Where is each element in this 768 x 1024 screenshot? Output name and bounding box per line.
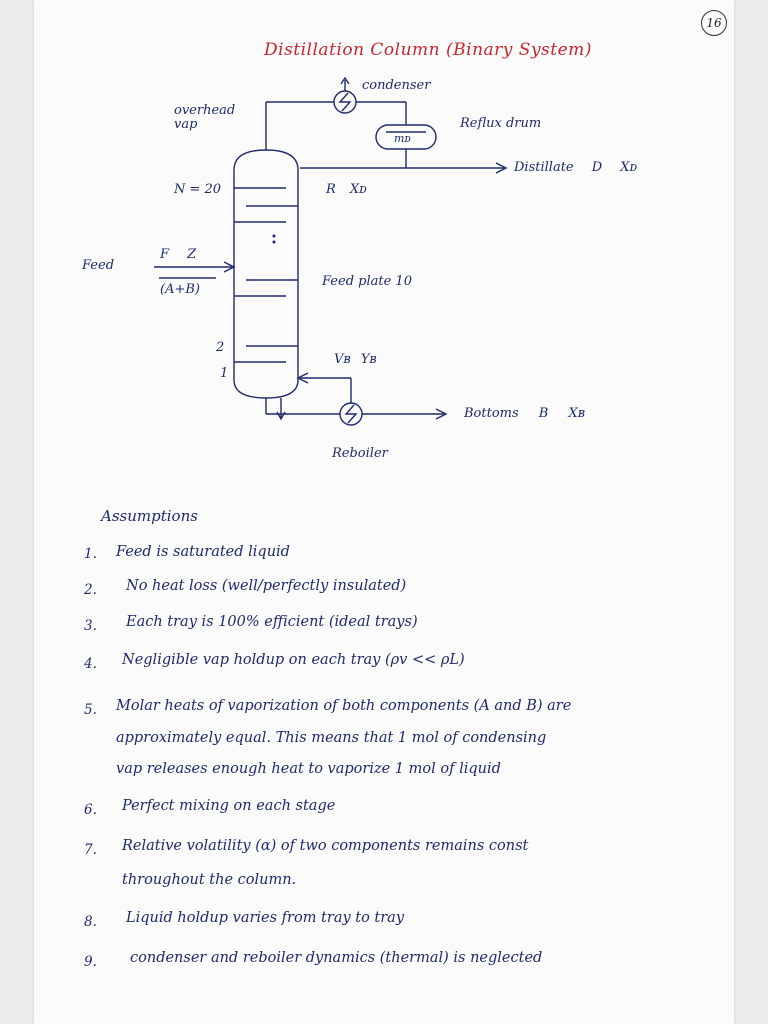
overhead-vap-label: overhead vap: [174, 103, 236, 132]
assumption-number: 1.: [84, 546, 97, 562]
feed-label: Feed: [82, 258, 115, 273]
assumption-text: Negligible vap holdup on each tray (ρv << ρL): [122, 652, 465, 668]
assumption-number: 9.: [84, 954, 97, 970]
tray-2-label: 2: [216, 340, 225, 355]
condenser-label: condenser: [362, 78, 431, 93]
notebook-page: [34, 0, 734, 1024]
assumption-text: Liquid holdup varies from tray to tray: [126, 910, 405, 926]
column-shell: [234, 150, 298, 398]
feed-plate-label: Feed plate 10: [322, 274, 412, 289]
assumption-text: approximately equal. This means that 1 mol of condensing: [116, 730, 547, 746]
assumption-number: 2.: [84, 582, 97, 598]
page-number: 16: [701, 10, 727, 36]
assumption-number: 8.: [84, 914, 97, 930]
feed-flow-label: F Z: [160, 247, 197, 262]
assumption-number: 3.: [84, 618, 97, 634]
md-label: mᴅ: [394, 132, 411, 145]
reboiler-label: Reboiler: [332, 446, 388, 461]
assumption-text: Perfect mixing on each stage: [122, 798, 336, 814]
assumption-text: Feed is saturated liquid: [116, 544, 290, 560]
bottoms-label: Bottoms B Xʙ: [464, 406, 586, 421]
assumption-text: Each tray is 100% efficient (ideal trays): [126, 614, 418, 630]
assumptions-heading: Assumptions: [101, 507, 198, 525]
boilup-label: Vʙ Yʙ: [334, 352, 377, 367]
distillate-label: Distillate D Xᴅ: [514, 160, 638, 175]
assumption-text: condenser and reboiler dynamics (thermal) is neglected: [130, 950, 543, 966]
distillation-column-diagram: [34, 0, 734, 480]
feed-components-label: (A+B): [160, 282, 200, 297]
assumption-text: No heat loss (well/perfectly insulated): [126, 578, 407, 594]
tray-1-label: 1: [220, 366, 229, 381]
assumption-number: 4.: [84, 656, 97, 672]
assumption-number: 6.: [84, 802, 97, 818]
assumption-number: 7.: [84, 842, 97, 858]
assumption-text: throughout the column.: [122, 872, 297, 888]
reflux-drum-label: Reflux drum: [460, 116, 542, 131]
page-title: Distillation Column (Binary System): [264, 40, 592, 60]
tray-count-label: N = 20: [174, 182, 222, 197]
assumption-text: vap releases enough heat to vaporize 1 mol of liquid: [116, 761, 501, 777]
reflux-label: R Xᴅ: [326, 182, 367, 197]
assumption-text: Molar heats of vaporization of both components (A and B) are: [116, 698, 572, 714]
assumption-number: 5.: [84, 702, 97, 718]
assumption-text: Relative volatility (α) of two components remains const: [122, 838, 529, 854]
